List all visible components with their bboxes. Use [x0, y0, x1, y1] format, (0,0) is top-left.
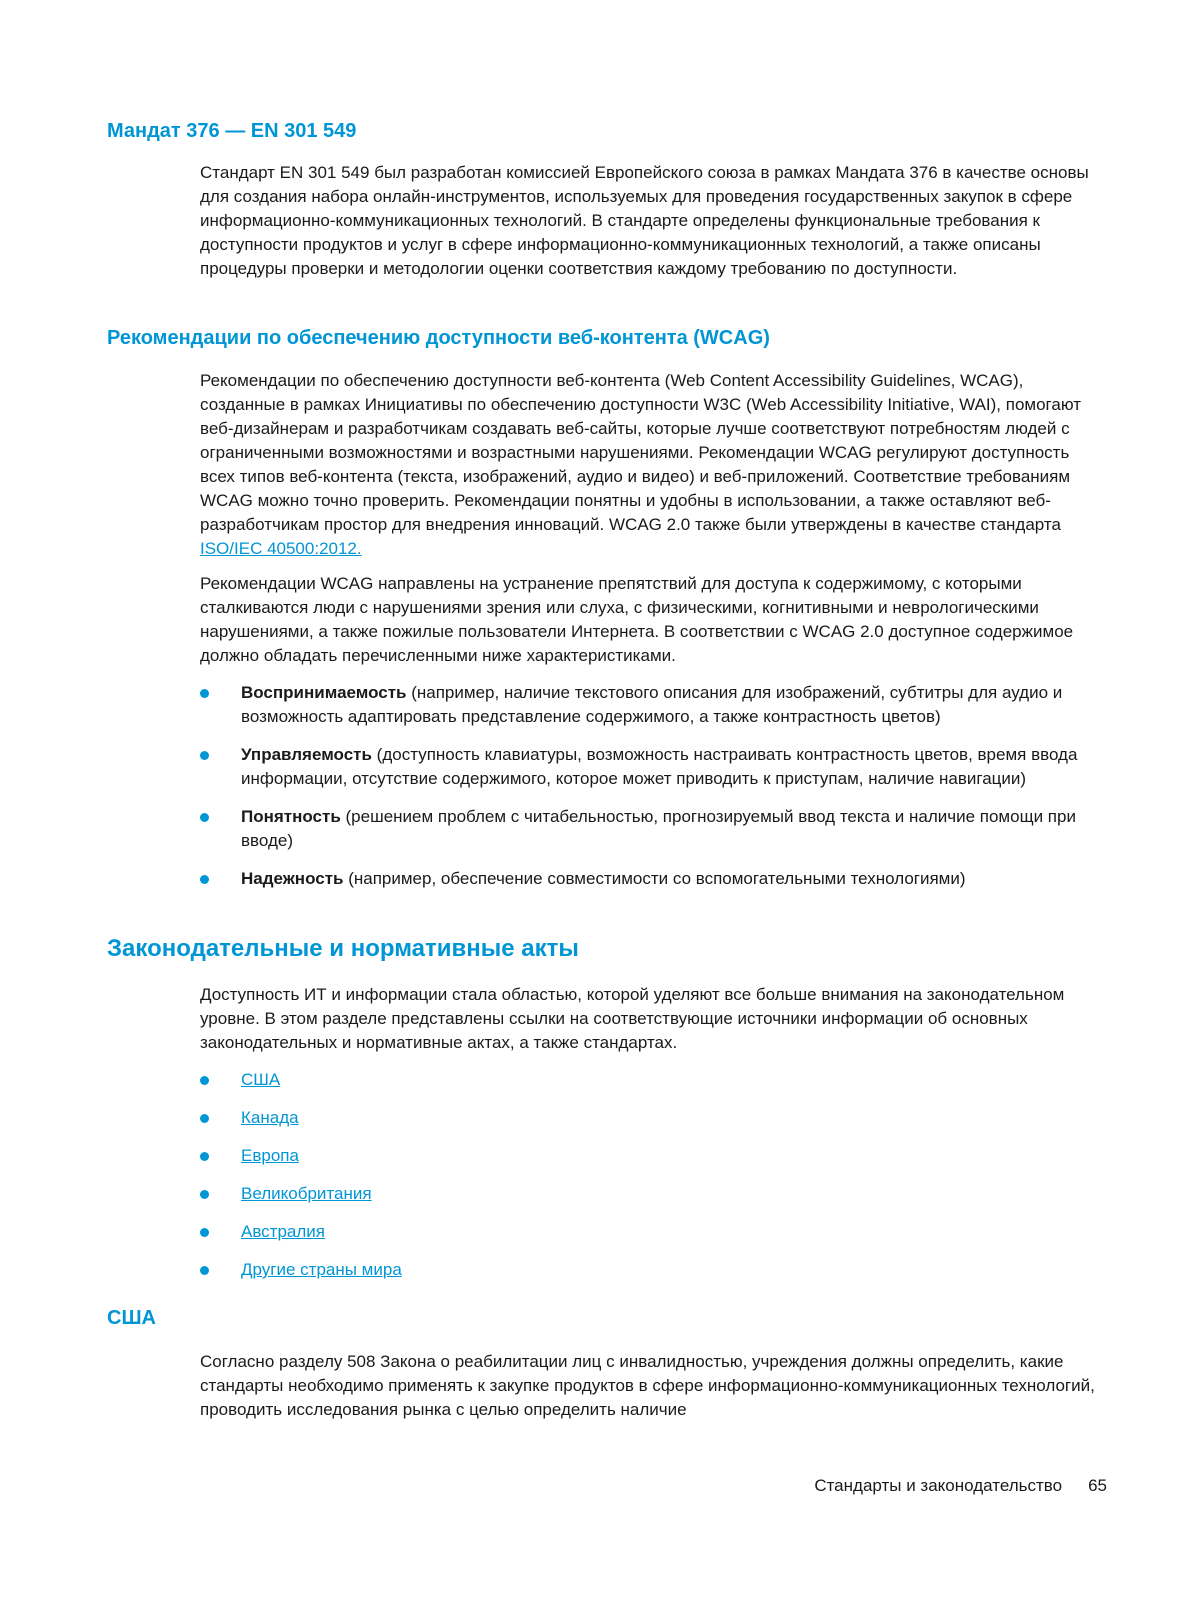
link-australia[interactable]: Австралия: [241, 1222, 325, 1241]
feature-desc: (доступность клавиатуры, возможность настраивать контрастность цветов, время ввода информации, отсутствие содержимого, которое может приводить к приступам, наличие навигации): [241, 745, 1078, 788]
wcag-paragraph-1: [200, 369, 1100, 561]
bullet-icon: [200, 689, 209, 698]
legislation-heading: Законодательные и нормативные акты: [107, 935, 579, 962]
feature-desc: (например, наличие текстового описания для изображений, субтитры для аудио и возможность адаптировать представление содержимого, а также контрастность цветов): [241, 683, 1063, 726]
feature-desc: (решением проблем с читабельностью, прогнозируемый ввод текста и наличие помощи при вводе): [241, 807, 1076, 850]
footer-title: Стандарты и законодательство: [814, 1476, 1063, 1495]
link-usa[interactable]: США: [241, 1070, 281, 1089]
bullet-icon: [200, 813, 209, 822]
mandate-paragraph: Стандарт EN 301 549 был разработан комиссией Европейского союза в рамках Мандата 376 в качестве основы для создания набора онлайн-инструментов, используемых для проведения государственных закупок в сфере информационно-коммуникационных технологий. В стандарте определены функциональные требования к доступности продуктов и услуг в сфере информационно-коммуникационных технологий, а также описаны процедуры проверки и методологии оценки соответствия каждому требованию по доступности.: [200, 163, 1089, 278]
feature-term: Понятность: [241, 807, 341, 826]
bullet-icon: [200, 1228, 209, 1237]
link-other-countries[interactable]: Другие страны мира: [241, 1260, 402, 1279]
usa-heading: США: [107, 1307, 156, 1329]
list-item: [200, 1258, 1100, 1282]
list-item: [200, 1220, 1100, 1244]
list-item: [200, 1106, 1100, 1130]
bullet-icon: [200, 1190, 209, 1199]
legislation-paragraph: Доступность ИТ и информации стала областью, которой уделяют все больше внимания на законодательном уровне. В этом разделе представлены ссылки на соответствующие источники информации об основных законодательных и нормативные актах, а также стандартах.: [200, 985, 1065, 1052]
page-footer: [814, 1474, 1107, 1498]
list-item: [200, 805, 1100, 853]
link-canada[interactable]: Канада: [241, 1108, 299, 1127]
link-uk[interactable]: Великобритания: [241, 1184, 372, 1203]
feature-desc: (например, обеспечение совместимости со вспомогательными технологиями): [343, 869, 966, 888]
bullet-icon: [200, 751, 209, 760]
list-item: [200, 1182, 1100, 1206]
wcag-features-list: [200, 681, 1100, 905]
legislation-links-list: [200, 1068, 1100, 1296]
bullet-icon: [200, 875, 209, 884]
feature-term: Надежность: [241, 869, 344, 888]
mandate-heading: Мандат 376 — EN 301 549: [107, 120, 357, 142]
list-item: [200, 1144, 1100, 1168]
bullet-icon: [200, 1266, 209, 1275]
feature-term: Управляемость: [241, 745, 372, 764]
list-item: [200, 867, 1100, 891]
wcag-heading: Рекомендации по обеспечению доступности веб-контента (WCAG): [107, 327, 770, 349]
list-item: [200, 681, 1100, 729]
bullet-icon: [200, 1114, 209, 1123]
wcag-paragraph-2: Рекомендации WCAG направлены на устранение препятствий для доступа к содержимому, с которыми сталкиваются люди с нарушениями зрения или слуха, с физическими, когнитивными и неврологическими нарушениями, а также пожилые пользователи Интернета. В соответствии с WCAG 2.0 доступное содержимое должно обладать перечисленными ниже характеристиками.: [200, 574, 1074, 665]
wcag-paragraph-1-text: Рекомендации по обеспечению доступности веб-контента (Web Content Accessibility Guidelines, WCAG), созданные в рамках Инициативы по обеспечению доступности W3C (Web Accessibility Initiative, WAI), помогают веб-дизайнерам и разработчикам создавать веб-сайты, которые лучше соответствуют потребностям людей с ограниченными возможностями и возрастными нарушениями. Рекомендации WCAG регулируют доступность всех типов веб-контента (текста, изображений, аудио и видео) и веб-приложений. Соответствие требованиям WCAG можно точно проверить. Рекомендации понятны и удобны в использовании, а также оставляют веб-разработчикам простор для внедрения инноваций. WCAG 2.0 также были утверждены в качестве стандарта: [200, 371, 1081, 534]
usa-paragraph: Согласно разделу 508 Закона о реабилитации лиц с инвалидностью, учреждения должны определить, какие стандарты необходимо применять к закупке продуктов в сфере информационно-коммуникационных технологий, проводить исследования рынка с целью определить наличие: [200, 1352, 1095, 1419]
feature-term: Воспринимаемость: [241, 683, 407, 702]
list-item: [200, 743, 1100, 791]
bullet-icon: [200, 1076, 209, 1085]
list-item: [200, 1068, 1100, 1092]
iso-iec-link[interactable]: ISO/IEC 40500:2012.: [200, 539, 362, 558]
bullet-icon: [200, 1152, 209, 1161]
page-number: 65: [1088, 1476, 1107, 1495]
link-europe[interactable]: Европа: [241, 1146, 299, 1165]
